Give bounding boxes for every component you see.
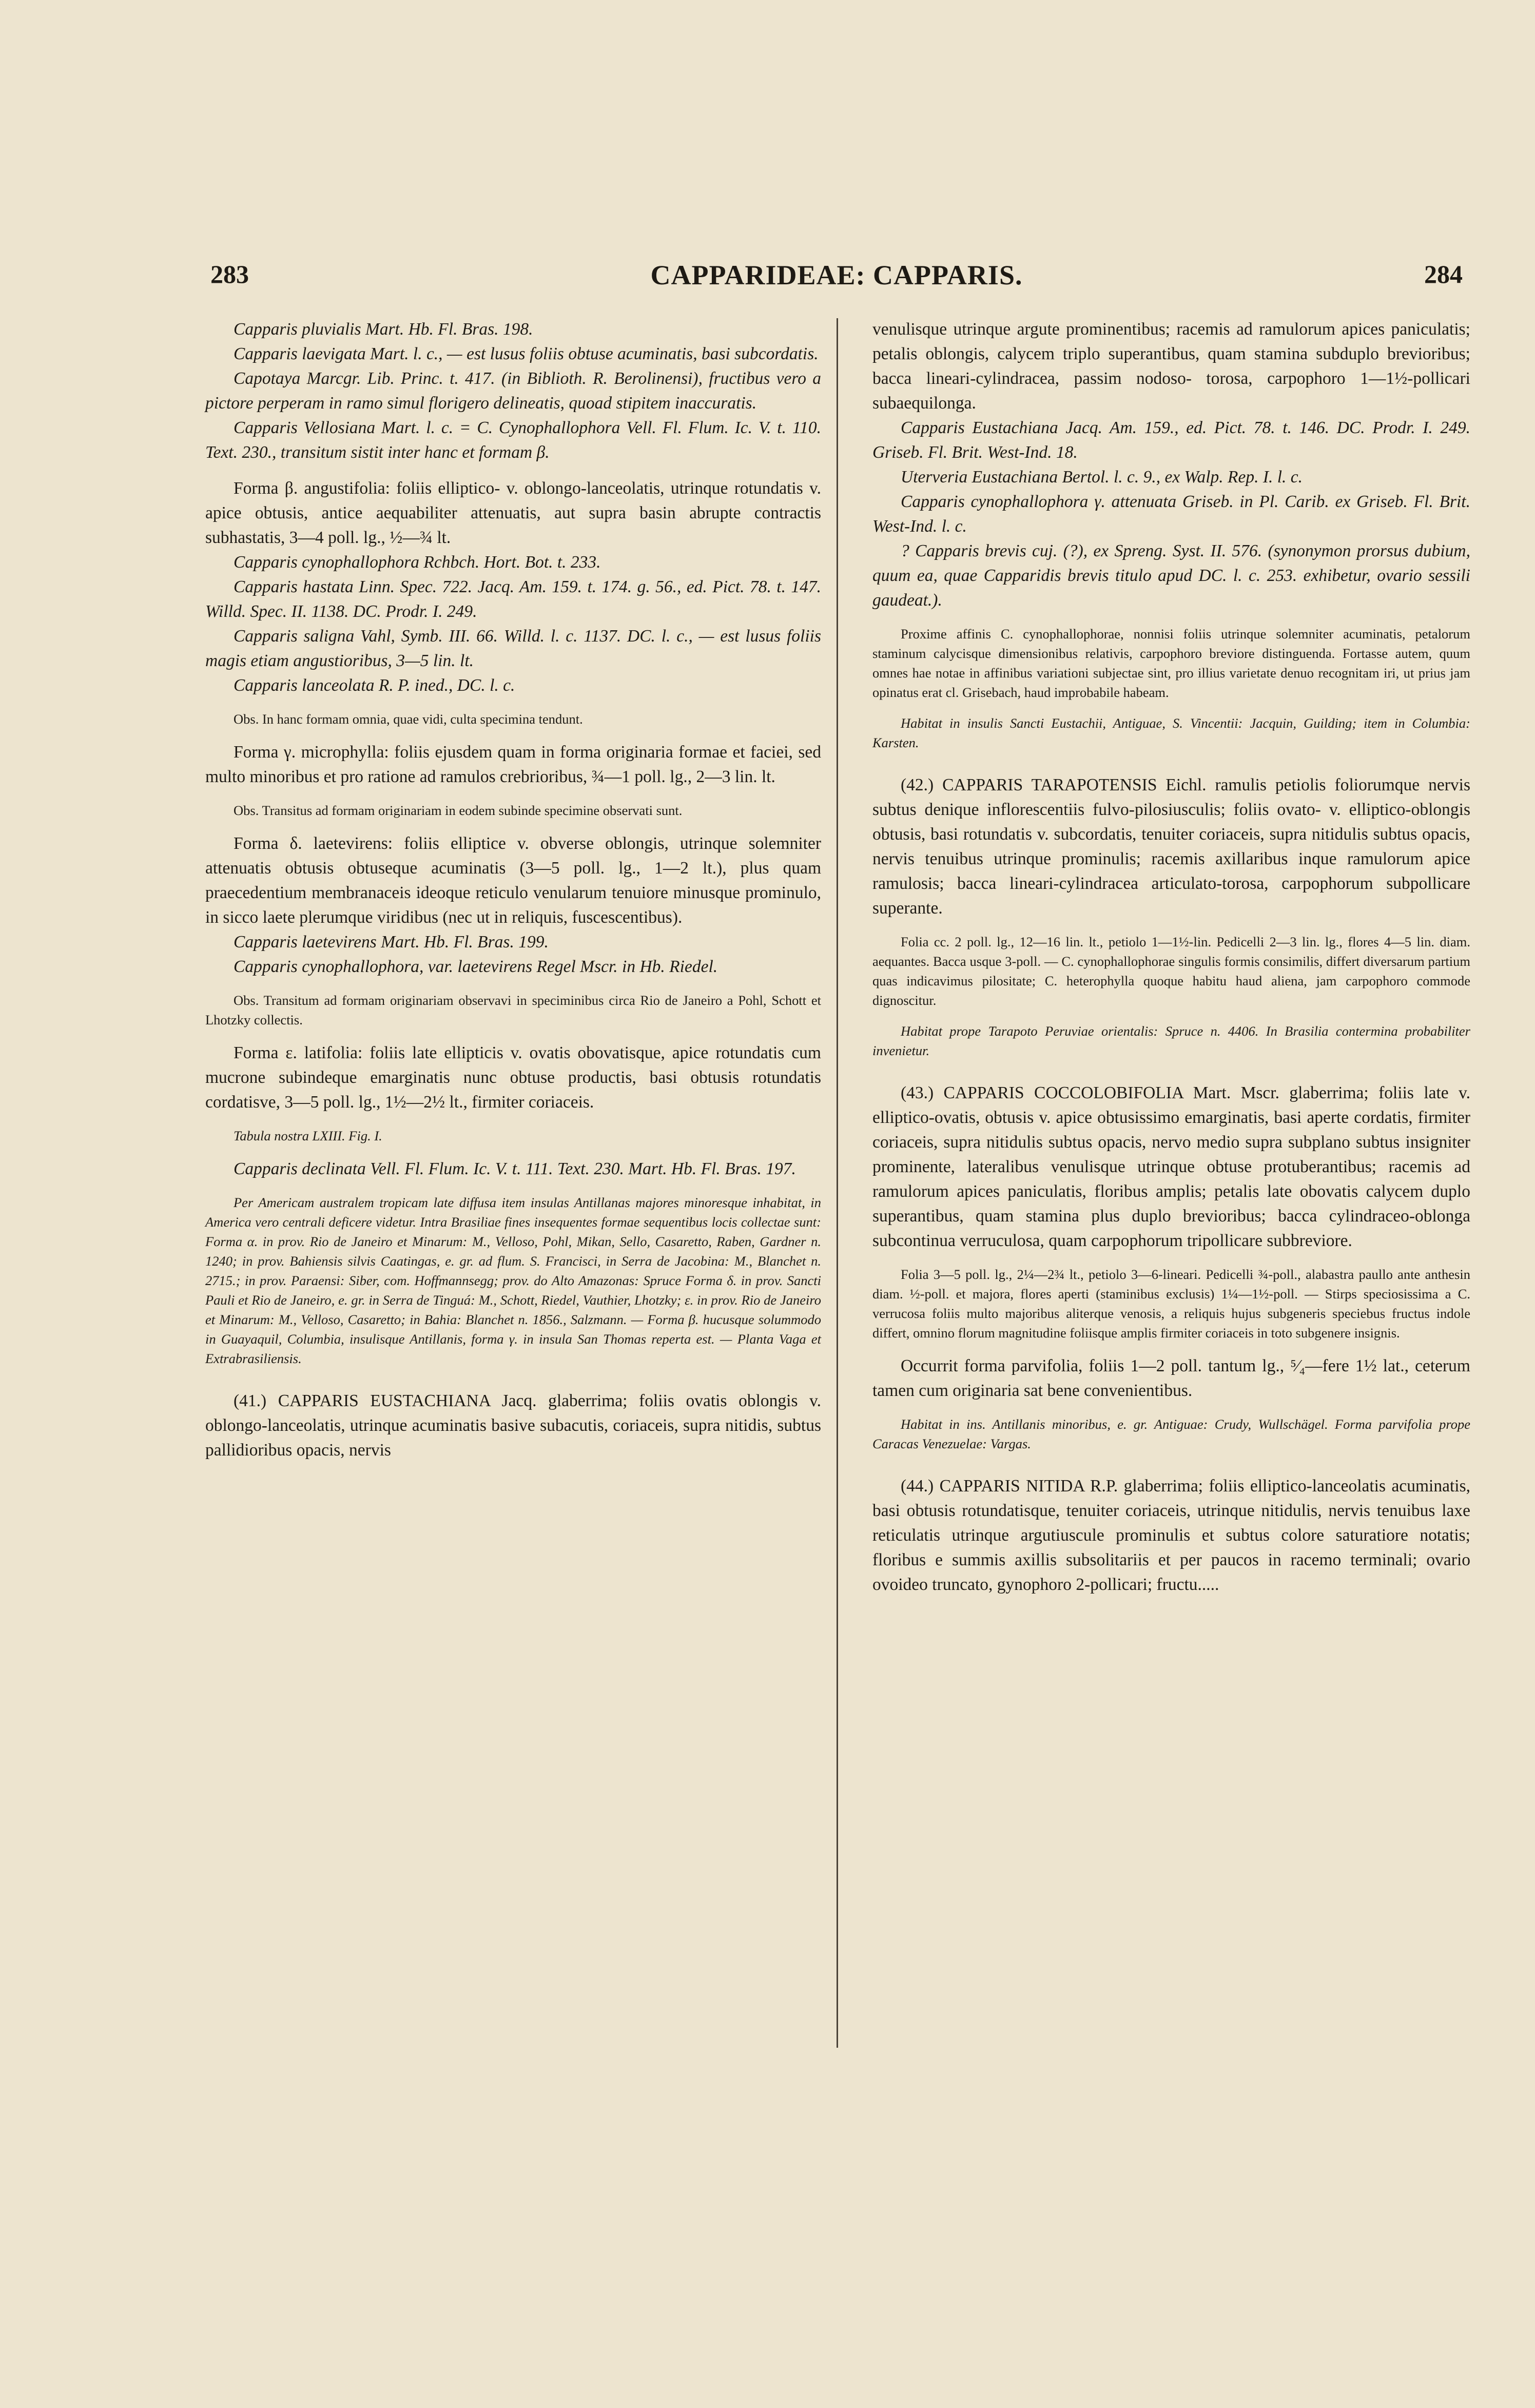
habitat-note: Habitat prope Tarapoto Peruviae orientalis: Spruce n. 4406. In Brasilia contermina probabiliter invenietur. bbox=[872, 1023, 1470, 1058]
synonym-line: Capparis cynophallophora Rchbch. Hort. Bot. t. 233. bbox=[234, 553, 601, 572]
left-column bbox=[205, 317, 821, 1463]
synonym-line: ? Capparis brevis cuj. (?), ex Spreng. Syst. II. 576. (synonymon prorsus dubium, quum ea, quae Capparidis brevis titulo apud DC. l. c. 253. exhibetur, ovario sessili gaudeat.). bbox=[872, 541, 1470, 610]
page-number-left: 283 bbox=[210, 260, 249, 288]
forma-paragraph: Forma δ. laetevirens: foliis elliptice v. obverse oblongis, utrinque solemniter attenuatis obtusis obtuseque acuminatis (3—5 poll. lg., 1—2 lt.), plus quam praecedentium membranaceis ideoque reticulo venularum tenuiore minusque prominulo, in sicco laete plerumque viridibus (nec ut in reliquis, fuscescentibus). bbox=[205, 834, 821, 927]
species-44-description: (44.) CAPPARIS NITIDA R.P. glaberrima; foliis elliptico-lanceolatis acuminatis, basi obtusis rotundatisque, tenuiter coriaceis, utrinque nitidulis, nervis tenuibus laxe reticulatis utrinque argutiuscule prominulis et subtus colore saturatiore notatis; floribus e summis axillis subsolitariis et per paucos in racemo terminali; ovario ovoideo truncato, gynophoro 2-pollicari; fructu..... bbox=[872, 1477, 1470, 1594]
running-header bbox=[210, 259, 1463, 295]
right-column bbox=[872, 317, 1470, 1597]
habitat-note: Habitat in insulis Sancti Eustachii, Antiguae, S. Vincentii: Jacquin, Guilding; item in Columbia: Karsten. bbox=[872, 715, 1470, 750]
habitat-note: Habitat in ins. Antillanis minoribus, e. gr. Antiguae: Crudy, Wullschägel. Forma parvifolia prope Caracas Venezuelae: Vargas. bbox=[872, 1416, 1470, 1451]
affinity-note: Proxime affinis C. cynophallophorae, nonnisi foliis utrinque solemniter acuminatis, petalorum staminum calycisque dimensionibus relativis, carpophoro breviore distinguenda. Fortasse autem, quum omnes hae notae in affinibus variationi subjectae sint, pro illius varietate denuo recognitam iri, ut prius jam opinatus erat cl. Grisebach, haud improbabile habeam. bbox=[872, 626, 1470, 700]
species-43-description: (43.) CAPPARIS COCCOLOBIFOLIA Mart. Mscr. glaberrima; foliis late v. elliptico-ovatis, obtusis v. apice obtusissimo emarginatis, basi aperte cordatis, firmiter coriaceis, supra nitidulis subtus opacis, nervo medio supra subplano subtus insigniter prominente, lateralibus venulisque utrinque obtuse protuberantibus; racemis ad ramulorum apices paniculatis, floribus amplis; petalis late obovatis calycem duplo superantibus, quam stamina plus duplo brevioribus; bacca cylindraceo-oblonga subcontinua verruculosa, quam carpophorum tripollicare subbreviore. bbox=[872, 1083, 1470, 1250]
species-41-continuation: venulisque utrinque argute prominentibus; racemis ad ramulorum apices paniculatis; petalis oblongis, calycem triplo superantibus, quam stamina subduplo brevioribus; bacca lineari-cylindracea, passim nodoso- torosa, carpophoro 1—1½-pollicari subaequilonga. bbox=[872, 320, 1470, 413]
running-title: CAPPARIDEAE: CAPPARIS. bbox=[650, 260, 1023, 290]
observation-note: Obs. Transitus ad formam originariam in eodem subinde specimine observati sunt. bbox=[234, 803, 683, 818]
species-41-description: (41.) CAPPARIS EUSTACHIANA Jacq. glaberrima; foliis ovatis oblongis v. oblongo-lanceolatis, utrinque acuminatis basive subacutis, coriaceis, supra nitidis, subtus pallidioribus opacis, nervis bbox=[205, 1391, 821, 1460]
synonym-line: Capparis pluvialis Mart. Hb. Fl. Bras. 198. bbox=[234, 320, 533, 339]
page-number-right: 284 bbox=[1424, 260, 1463, 288]
forma-paragraph: Occurrit forma parvifolia, foliis 1—2 poll. tantum lg., ⁵⁄₄—fere 1½ lat., ceterum tamen cum originaria sat bene convenientibus. bbox=[872, 1356, 1470, 1400]
plate-reference: Tabula nostra LXIII. Fig. I. bbox=[234, 1128, 382, 1143]
synonym-line: Capparis laetevirens Mart. Hb. Fl. Bras. 199. bbox=[234, 933, 549, 951]
forma-paragraph: Forma ε. latifolia: foliis late ellipticis v. ovatis obovatisque, apice rotundatis cum mucrone subindeque emarginatis nunc obtuse productis, basi obtusis rotundatis cordatisve, 3—5 poll. lg., 1½—2½ lt., firmiter coriaceis. bbox=[205, 1043, 821, 1112]
forma-paragraph: Forma β. angustifolia: foliis elliptico- v. oblongo-lanceolatis, utrinque rotundatis v. apice obtusis, antice aequabiliter attenuatis, aut supra basin abrupte contractis subhastatis, 3—4 poll. lg., ½—¾ lt. bbox=[205, 479, 821, 547]
observation-note: Obs. In hanc formam omnia, quae vidi, culta specimina tendunt. bbox=[234, 711, 583, 727]
synonym-line: Capparis saligna Vahl, Symb. III. 66. Willd. l. c. 1137. DC. l. c., — est lusus foliis magis etiam angustioribus, 3—5 lin. lt. bbox=[205, 627, 821, 670]
species-42-description: (42.) CAPPARIS TARAPOTENSIS Eichl. ramulis petiolis foliorumque nervis subtus denique inflorescentiis fulvo-pilosiusculis; foliis ovato- v. elliptico-oblongis obtusis, basi rotundatis v. subcordatis, tenuiter coriaceis, supra nitidulis subtus opacis, nervis tenuibus utrinque prominulis; racemis axillaribus inque ramulorum apice ramulosis; bacca lineari-cylindracea articulato-torosa, carpophorum subpollicare superante. bbox=[872, 775, 1470, 918]
column-divider bbox=[837, 318, 838, 2048]
synonym-line: Capparis laevigata Mart. l. c., — est lusus foliis obtuse acuminatis, basi subcordatis. bbox=[234, 344, 819, 363]
synonym-line: Capparis cynophallophora γ. attenuata Griseb. in Pl. Carib. ex Griseb. Fl. Brit. West-Ind. l. c. bbox=[872, 492, 1470, 536]
synonym-line: Capparis declinata Vell. Fl. Flum. Ic. V. t. 111. Text. 230. Mart. Hb. Fl. Bras. 197. bbox=[234, 1159, 796, 1178]
synonym-line: Capparis cynophallophora, var. laetevirens Regel Mscr. in Hb. Riedel. bbox=[234, 957, 718, 976]
species-42-notes: Folia cc. 2 poll. lg., 12—16 lin. lt., petiolo 1—1½-lin. Pedicelli 2—3 lin. lg., flores 4—5 lin. diam. aequantes. Bacca usque 3-poll. — C. cynophallophorae singulis formis consimilis, differt diversarum partium quas indicavimus pilositate; C. heterophylla quoque habitu haud aliena, jam carpophoro commode dignoscitur. bbox=[872, 934, 1470, 1008]
observation-note: Obs. Transitum ad formam originariam observavi in speciminibus circa Rio de Janeiro a Pohl, Schott et Lhotzky collectis. bbox=[205, 993, 821, 1027]
synonym-line: Capparis Vellosiana Mart. l. c. = C. Cynophallophora Vell. Fl. Flum. Ic. V. t. 110. Text. 230., transitum sistit inter hanc et formam β. bbox=[205, 418, 821, 462]
forma-paragraph: Forma γ. microphylla: foliis ejusdem quam in forma originaria formae et faciei, sed multo minoribus et pro ratione ad ramulos crebrioribus, ¾—1 poll. lg., 2—3 lin. lt. bbox=[205, 743, 821, 786]
distribution-note: Per Americam australem tropicam late diffusa item insulas Antillanas majores minoresque inhabitat, in America vero centrali deficere videtur. Intra Brasiliae fines insequentes formae sequentibus locis collectae sunt: Forma α. in prov. Rio de Janeiro et Minarum: M., Velloso, Pohl, Mikan, Sello, Casaretto, Raben, Gardner n. 1240; in prov. Bahiensis silvis Caatingas, e. gr. ad flum. S. Francisci, in Serra de Jacobina: M., Blanchet n. 2715.; in prov. Paraensi: Siber, com. Hoffmannsegg; prov. do Alto Amazonas: Spruce Forma δ. in prov. Sancti Pauli et Rio de Janeiro, e. gr. in Serra de Tinguá: M., Schott, Riedel, Vauthier, Lhotzky; ε. in prov. Rio de Janeiro et Minarum: M., Velloso, Casaretto; in Bahia: Blanchet n. 1856., Salzmann. — Forma β. hucusque solummodo in Guayaquil, Columbia, insulisque Antillanis, forma γ. in insula San Thomas reperta est. — Planta Vaga et Extrabrasiliensis. bbox=[205, 1195, 821, 1366]
synonym-line: Capparis hastata Linn. Spec. 722. Jacq. Am. 159. t. 174. g. 56., ed. Pict. 78. t. 147. Willd. Spec. II. 1138. DC. Prodr. I. 249. bbox=[205, 577, 821, 621]
species-43-notes: Folia 3—5 poll. lg., 2¼—2¾ lt., petiolo 3—6-lineari. Pedicelli ¾-poll., alabastra paullo ante anthesin diam. ½-poll. et majora, flores aperti (staminibus exclusis) 1¼—1½-poll. — Stirps speciosissima a C. verrucosa foliis multo majoribus aliterque venosis, a reliquis hujus subgeneris speciebus fructus indole differt, omnino florum magnitudine foliisque amplis firmiter coriaceis in toto subgenere insignis. bbox=[872, 1267, 1470, 1341]
synonym-line: Capparis lanceolata R. P. ined., DC. l. c. bbox=[234, 676, 515, 695]
synonym-line: Capparis Eustachiana Jacq. Am. 159., ed. Pict. 78. t. 146. DC. Prodr. I. 249. Griseb. Fl. Brit. West-Ind. 18. bbox=[872, 418, 1470, 462]
synonym-line: Capotaya Marcgr. Lib. Princ. t. 417. (in Biblioth. R. Berolinensi), fructibus vero a pictore perperam in ramo simul florigero delineatis, quoad stipitem inaccuratis. bbox=[205, 369, 821, 413]
synonym-line: Uterveria Eustachiana Bertol. l. c. 9., ex Walp. Rep. I. l. c. bbox=[901, 468, 1303, 487]
